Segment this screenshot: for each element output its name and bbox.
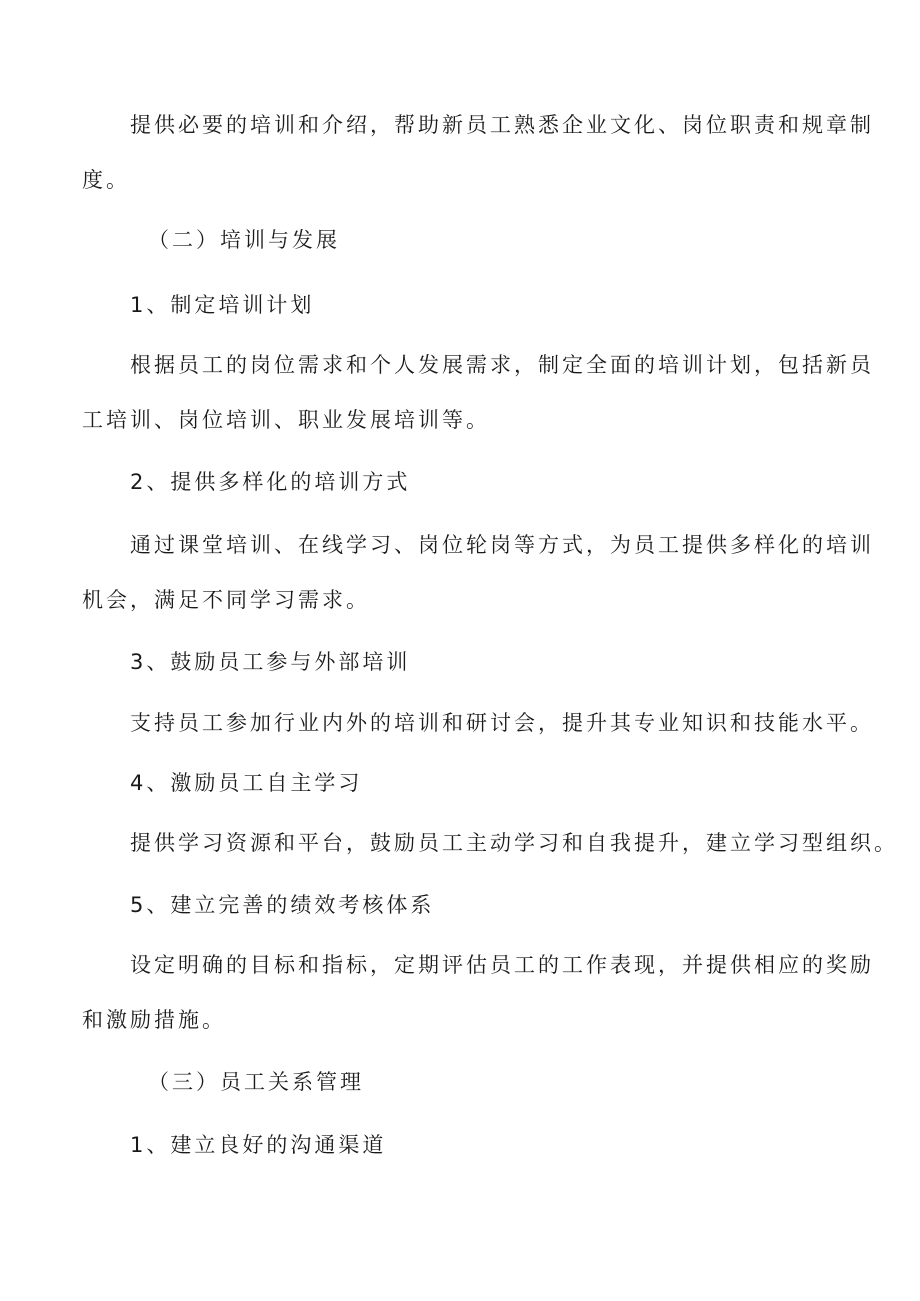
section-heading-relations: （三）员工关系管理 bbox=[148, 1070, 364, 1094]
paragraph-item5-line-2: 和激励措施。 bbox=[82, 1008, 226, 1032]
item-heading-4: 4、激励员工自主学习 bbox=[130, 771, 363, 795]
paragraph-item2-line-2: 机会，满足不同学习需求。 bbox=[82, 588, 370, 612]
paragraph-item3-line-1: 支持员工参加行业内外的培训和研讨会，提升其专业知识和技能水平。 bbox=[130, 711, 874, 735]
paragraph-item2-line-1: 通过课堂培训、在线学习、岗位轮岗等方式，为员工提供多样化的培训 bbox=[130, 533, 874, 557]
item-heading-relations-1: 1、建立良好的沟通渠道 bbox=[130, 1133, 387, 1157]
paragraph-intro-line-1: 提供必要的培训和介绍，帮助新员工熟悉企业文化、岗位职责和规章制 bbox=[130, 113, 874, 137]
paragraph-item4-line-1: 提供学习资源和平台，鼓励员工主动学习和自我提升，建立学习型组织。 bbox=[130, 831, 898, 855]
paragraph-item1-line-1: 根据员工的岗位需求和个人发展需求，制定全面的培训计划，包括新员 bbox=[130, 353, 874, 377]
item-heading-1: 1、制定培训计划 bbox=[130, 293, 315, 317]
paragraph-intro-line-2: 度。 bbox=[82, 168, 130, 192]
paragraph-item5-line-1: 设定明确的目标和指标，定期评估员工的工作表现，并提供相应的奖励 bbox=[130, 953, 874, 977]
item-heading-5: 5、建立完善的绩效考核体系 bbox=[130, 893, 435, 917]
item-heading-3: 3、鼓励员工参与外部培训 bbox=[130, 650, 411, 674]
item-heading-2: 2、提供多样化的培训方式 bbox=[130, 470, 411, 494]
section-heading-training: （二）培训与发展 bbox=[148, 228, 340, 252]
paragraph-item1-line-2: 工培训、岗位培训、职业发展培训等。 bbox=[82, 408, 490, 432]
